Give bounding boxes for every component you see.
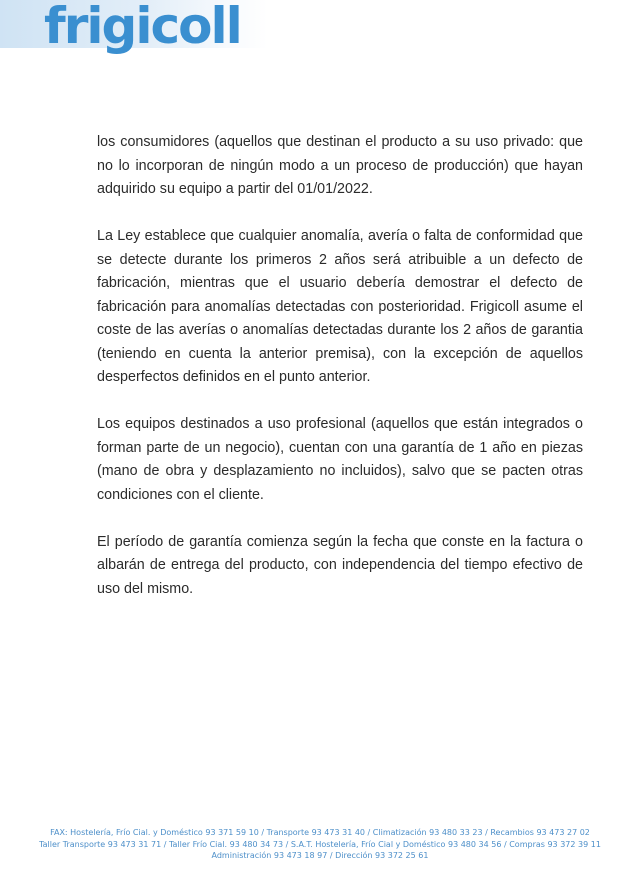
- paragraph-professional: Los equipos destinados a uso profesional (aquellos que están integrados o forman parte de un negocio), cuentan con una garantía de 1 año en piezas (mano de obra y desplazamiento no incluidos), salvo que se pacten otras condiciones con el cliente.: [97, 416, 583, 503]
- footer-line-admin: Administración 93 473 18 97 / Dirección 93 372 25 61: [211, 851, 429, 860]
- footer-contacts: [0, 827, 640, 862]
- paragraph-law: La Ley establece que cualquier anomalía, avería o falta de conformidad que se detecte durante los primeros 2 años será atribuible a un defecto de fabricación, mientras que el usuario debería demostrar el defecto de fabricación para anomalías detectadas con posterioridad. Frigicoll asume el coste de las averías o anomalías detectadas durante los 2 años de garantia (teniendo en cuenta la anterior premisa), con la excepción de aquellos desperfectos definidos en el punto anterior.: [97, 228, 583, 385]
- paragraph-warranty-period: El período de garantía comienza según la fecha que conste en la factura o albarán de entrega del producto, con independencia del tiempo efectivo de uso del mismo.: [97, 533, 583, 597]
- footer-line-taller: Taller Transporte 93 473 31 71 / Taller Frío Cial. 93 480 34 73 / S.A.T. Hostelería, Frío Cial y Doméstico 93 480 34 56 / Compras 93 372 39 11: [39, 839, 601, 849]
- document-body: [97, 131, 583, 625]
- footer-line-fax: FAX: Hostelería, Frío Cial. y Doméstico 93 371 59 10 / Transporte 93 473 31 40 / Climatización 93 480 33 23 / Recambios 93 473 27 02: [50, 828, 590, 837]
- frigicoll-logo: frigicoll: [44, 0, 241, 55]
- paragraph-consumers: los consumidores (aquellos que destinan el producto a su uso privado: que no lo incorporan de ningún modo a un proceso de producción) que hayan adquirido su equipo a partir del 01/01/2022.: [97, 134, 583, 197]
